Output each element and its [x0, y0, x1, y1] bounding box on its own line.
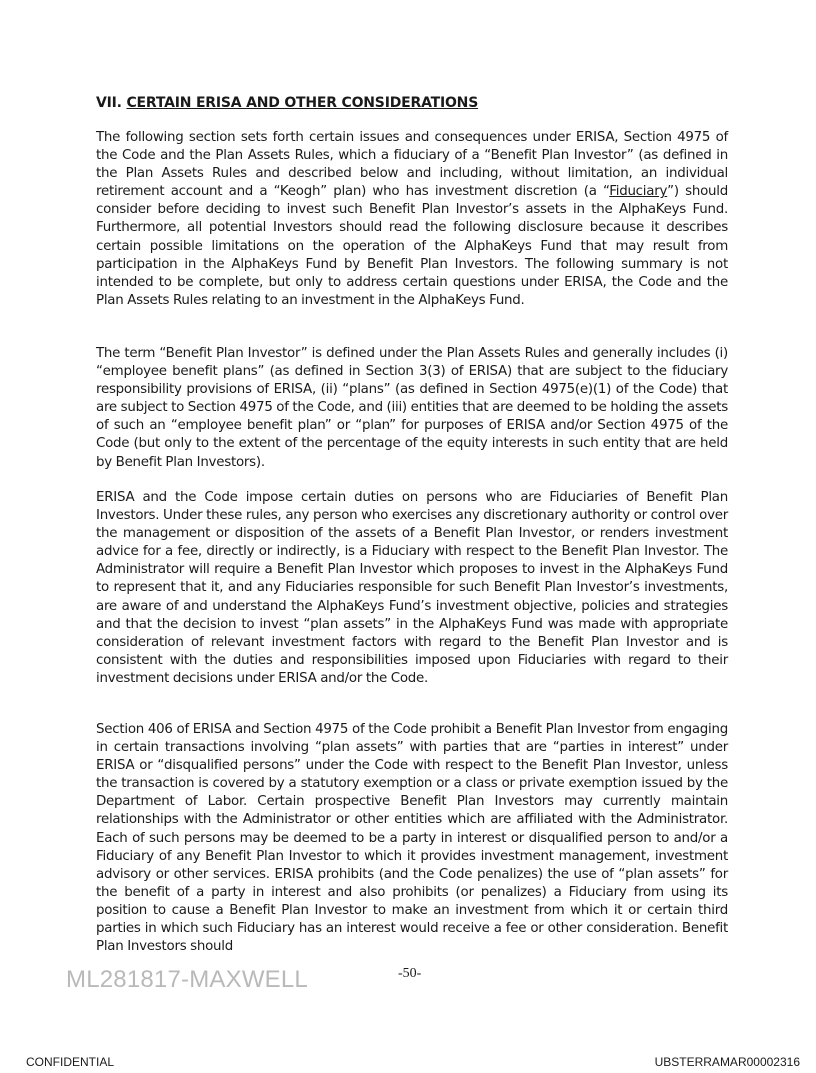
- paragraph-prohibited-transactions: Section 406 of ERISA and Section 4975 of the Code prohibit a Benefit Plan Investor from engaging in certain transactions involving “plan assets” with parties that are “parties in interest” under ERISA or “disqualified persons” under the Code with respect to the Benefit Plan Investor, unless the transaction is covered by a statutory exemption or a class or private exemption issued by the Department of Labor. Certain prospective Benefit Plan Investors may currently maintain relationships with the Administrator or other entities which are affiliated with the Administrator. Each of such persons may be deemed to be a party in interest or disqualified person to and/or a Fiduciary of any Benefit Plan Investor to which it provides investment management, investment advisory or other services. ERISA prohibits (and the Code penalizes) the use of “plan assets” for the benefit of a party in interest and also prohibits (or penalizes) a Fiduciary from using its position to cause a Benefit Plan Investor to make an investment from which it or certain third parties in which such Fiduciary has an interest would receive a fee or other consideration. Benefit Plan Investors should: [96, 722, 728, 955]
- paragraph-benefit-plan-investor-definition: The term “Benefit Plan Investor” is defined under the Plan Assets Rules and generally includes (i) “employee benefit plans” (as defined in Section 3(3) of ERISA) that are subject to the fiduciary responsibility provisions of ERISA, (ii) “plans” (as defined in Section 4975(e)(1) of the Code) that are subject to Section 4975 of the Code, and (iii) entities that are deemed to be holding the assets of such an “employee benefit plan” or “plan” for purposes of ERISA and/or Section 4975 of the Code (but only to the extent of the percentage of the equity interests in such entity that are held by Benefit Plan Investors).: [96, 346, 728, 470]
- paragraph-fiduciary-duties: ERISA and the Code impose certain duties on persons who are Fiduciaries of Benefit Plan Investors. Under these rules, any person who exercises any discretionary authority or control over the management or disposition of the assets of a Benefit Plan Investor, or renders investment advice for a fee, directly or indirectly, is a Fiduciary with respect to the Benefit Plan Investor. The Administrator will require a Benefit Plan Investor which proposes to invest in the AlphaKeys Fund to represent that it, and any Fiduciaries responsible for such Benefit Plan Investor’s investments, are aware of and understand the AlphaKeys Fund’s investment objective, policies and strategies and that the decision to invest “plan assets” in the AlphaKeys Fund was made with appropriate consideration of relevant investment factors with regard to the Benefit Plan Investor and is consistent with the duties and responsibilities imposed upon Fiduciaries with regard to their investment decisions under ERISA and/or the Code.: [96, 490, 728, 686]
- defined-term-fiduciary: Fiduciary: [609, 184, 668, 200]
- paragraph-intro-part-b: ”) should consider before deciding to invest such Benefit Plan Investor’s assets in the AlphaKeys Fund. Furthermore, all potential Investors should read the following disclosure because it describes certain possible limitations on the operation of the AlphaKeys Fund that may result from participation in the AlphaKeys Fund by Benefit Plan Investors. The following summary is not intended to be complete, but only to address certain questions under ERISA, the Code and the Plan Assets Rules relating to an investment in the AlphaKeys Fund.: [96, 184, 728, 308]
- paragraph-intro-part-a: The following section sets forth certain issues and consequences under ERISA, Section 4975 of the Code and the Plan Assets Rules, which a fiduciary of a “Benefit Plan Investor” (as defined in the Plan Assets Rules and described below and including, without limitation, an individual retirement account and a “Keogh” plan) who has investment discretion (a “: [96, 130, 728, 200]
- section-heading: [96, 95, 478, 111]
- confidential-label: CONFIDENTIAL: [26, 1055, 115, 1069]
- document-watermark: ML281817-MAXWELL: [66, 966, 308, 993]
- section-title: CERTAIN ERISA AND OTHER CONSIDERATIONS: [126, 95, 479, 111]
- section-number: VII.: [96, 95, 127, 111]
- bates-number: UBSTERRAMAR00002316: [654, 1055, 800, 1069]
- page-number: -50-: [398, 966, 422, 981]
- paragraph-intro: [96, 129, 728, 310]
